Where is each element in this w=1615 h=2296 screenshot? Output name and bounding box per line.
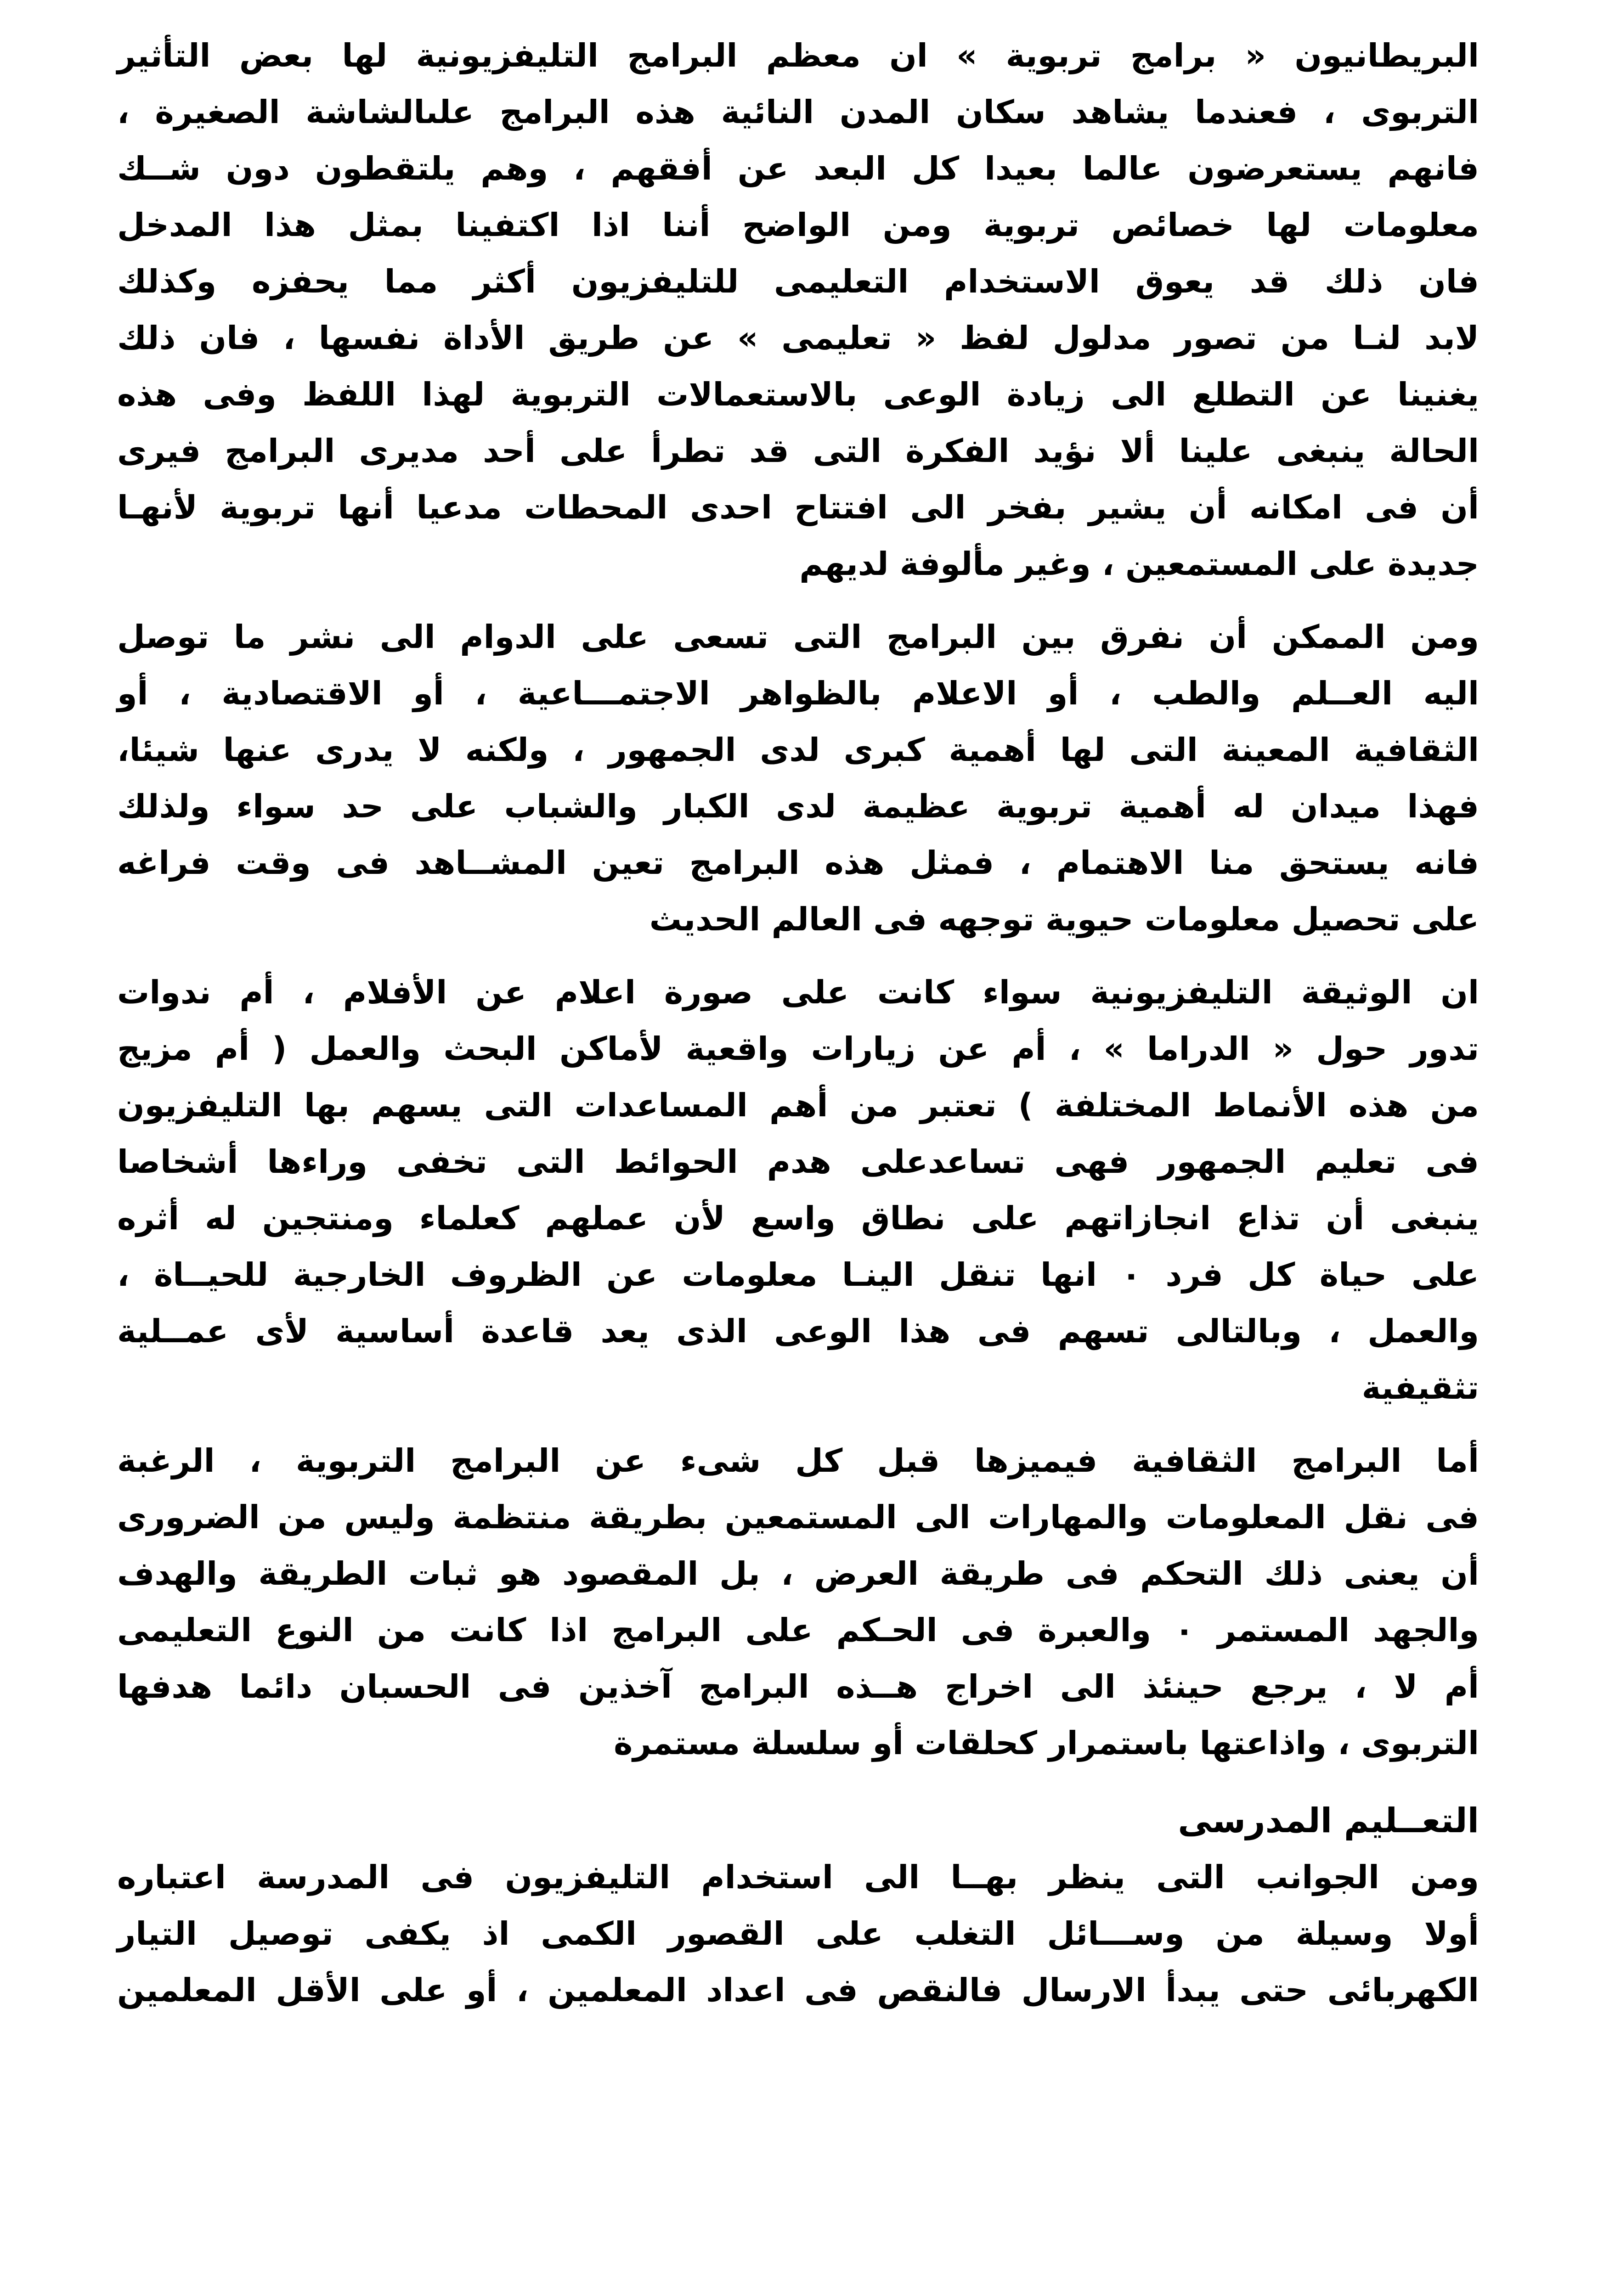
paragraph-gap [117,592,1479,609]
text-line: ومن الممكن أن نفرق بين البرامج التى تسعى على الدوام الى نشر ما توصل [117,618,1479,656]
text-line: أولا وسيلة من وســـائل التغلب على القصور الكمى اذ يكفى توصيل التيار [117,1915,1479,1953]
text-line: ينبغى أن تذاع انجازاتهم على نطاق واسع لأن عملهم كعلماء ومنتجين له أثره [117,1199,1479,1237]
text-line: ان الوثيقة التليفزيونية سواء كانت على صورة اعلام عن الأفلام ، أم ندوات [117,974,1479,1011]
text-line: البريطانيون « برامج تربوية » ان معظم البرامج التليفزيونية لها بعض التأثير [117,37,1479,74]
text-line: من هذه الأنماط المختلفة ) تعتبر من أهم المساعدات التى يسهم بها التليفزيون [117,1086,1479,1124]
text-line: أن يعنى ذلك التحكم فى طريقة العرض ، بل المقصود هو ثبات الطريقة والهدف [117,1555,1479,1593]
text-line: ومن الجوانب التى ينظر بهــا الى استخدام التليفزيون فى المدرسة اعتباره [117,1858,1479,1896]
text-line [117,1433,1479,1489]
text-line: والعمل ، وبالتالى تسهم فى هذا الوعى الذى يعد قاعدة أساسية لأى عمــلية [117,1312,1479,1350]
text-line: على حياة كل فرد ٠ انها تنقل الينـا معلومات عن الظروف الخارجية للحيــاة ، [117,1256,1479,1294]
text-line: أم لا ، يرجع حينئذ الى اخراج هــذه البرامج آخذين فى الحسبان دائما هدفها [117,1668,1479,1705]
text-line: فهذا ميدان له أهمية تربوية عظيمة لدى الكبار والشباب على حد سواء ولذلك [117,788,1479,825]
text-line: أن فى امكانه أن يشير بفخر الى افتتاح احدى المحطات مدعيا أنها تربوية لأنهـا [117,489,1479,526]
text-line: فانه يستحق منا الاهتمام ، فمثل هذه البرامج تعين المشــاهد فى وقت فراغه [117,844,1479,882]
paragraph-5 [117,1849,1479,2019]
text-line: فى نقل المعلومات والمهارات الى المستمعين بطريقة منتظمة وليس من الضرورى [117,1498,1479,1536]
text-line: تثقيفية [1361,1369,1479,1407]
text-line: الكهربائى حتى يبدأ الارسال فالنقص فى اعداد المعلمين ، أو على الأقل المعلمين [117,1971,1479,2009]
paragraph-1 [117,28,1479,592]
paragraph-gap [117,1772,1479,1788]
text-line: لابد لنـا من تصور مدلول لفظ « تعليمى » عن طريق الأداة نفسها ، فان ذلك [117,319,1479,357]
text-line: يغنينا عن التطلع الى زيادة الوعى بالاستعمالات التربوية لهذا اللفظ وفى هذه [117,376,1479,413]
text-line: جديدة على المستمعين ، وغير مألوفة لديهم [799,545,1479,583]
section-heading: التعــليم المدرسى [1178,1801,1479,1840]
document-page [117,28,1479,2019]
text-line: على تحصيل معلومات حيوية توجهه فى العالم الحديث [649,900,1479,938]
text-line: فى تعليم الجمهور فهى تساعدعلى هدم الحوائط التى تخفى وراءها أشخاصا [117,1143,1479,1181]
text-line: التربوى ، فعندما يشاهد سكان المدن النائية هذه البرامج علىالشاشة الصغيرة ، [117,93,1479,131]
paragraph-gap [117,948,1479,964]
paragraph-gap [117,1416,1479,1433]
text-line: تدور حول « الدراما » ، أم عن زيارات واقعية لأماكن البحث والعمل ( أم مزيج [117,1030,1479,1068]
text-line: اليه العــلم والطب ، أو الاعلام بالظواهر الاجتمـــاعية ، أو الاقتصادية ، أو [117,675,1479,712]
text-line: فان ذلك قد يعوق الاستخدام التعليمى للتليفزيون أكثر مما يحفزه وكذلك [117,263,1479,300]
paragraph-3 [117,964,1479,1416]
text-line: فانهم يستعرضون عالما بعيدا كل البعد عن أفقهم ، وهم يلتقطون دون شــك [117,150,1479,187]
text-line: الحالة ينبغى علينا ألا نؤيد الفكرة التى قد تطرأ على أحد مديرى البرامج فيرى [117,432,1479,470]
text-line: الثقافية المعينة التى لها أهمية كبرى لدى الجمهور ، ولكنه لا يدرى عنها شيئا، [117,731,1479,769]
text-line-rest: فيميزها قبل كل شىء عن البرامج التربوية ، الرغبة [117,1442,1132,1480]
text-line: معلومات لها خصائص تربوية ومن الواضح أننا اذا اكتفينا بمثل هذا المدخل [117,206,1479,244]
bold-lead-phrase: أما البرامج الثقافية [1132,1442,1479,1480]
text-line: التربوى ، واذاعتها باستمرار كحلقات أو سلسلة مستمرة [614,1724,1479,1762]
paragraph-2 [117,609,1479,948]
paragraph-4 [117,1433,1479,1772]
text-line: والجهد المستمر ٠ والعبرة فى الحـكم على البرامج اذا كانت من النوع التعليمى [117,1611,1479,1649]
